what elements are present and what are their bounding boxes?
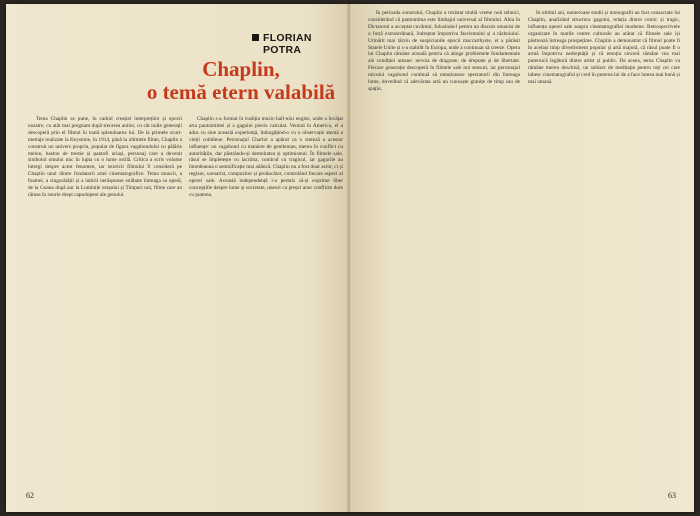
left-page xyxy=(6,4,350,512)
article-column-left-2 xyxy=(189,116,343,490)
author-last-name: POTRA xyxy=(263,44,302,56)
title-line-2: o temă etern valabilă xyxy=(146,80,336,104)
title-line-1: Chaplin, xyxy=(202,57,280,81)
column-text: În perioada sonorului, Chaplin a rezistat multă vreme noii tehnici, considerând că pantomima este limbajul universal al filmului. Abia în Dictatorul a acceptat cuvântul, folosindu-l pentru un discurs umanist de o forță extraordinară, îndreptat împotriva fascismului și a războiului. Urmărit mai târziu de suspiciunile epocii maccarthyste, el a părăsit Statele Unite și s-a stabilit în Europa, unde a continuat să creeze. Opera lui Chaplin rămâne actuală pentru că atinge problemele fundamentale ale condiției umane: nevoia de dragoste, de dreptate și de libertate. Fiecare generație descoperă în filmele sale noi sensuri, iar personajul micului vagabond continuă să emoționeze spectatorii din întreaga lume, dovedind că adevărata artă nu cunoaște granițe de timp sau de spațiu. xyxy=(368,10,520,92)
column-text: Tema Chaplin se pune, în cadrul creației interpreților și epocii noastre, cu atât mai pregnant după trecerea anilor, cu cât noile generații descoperă prin el filmul în toată splendoarea lui. De la primele scurt-metraje realizate la Keystone, în 1914, până la ultimele filme, Chaplin a construit un univers propriu, populat de figura vagabondului cu pălărie melon, baston de trestie și pantofi uriași, personaj care a devenit simbolul omului mic în lupta cu o lume ostilă. Critica a scris volume întregi despre acest fenomen, iar istoricii filmului îl consideră pe Chaplin unul dintre fondatorii artei cinematografice. Tema muncii, a foamei, a singurătății și a iubirii nerăspunse străbate întreaga sa operă, de la Goana după aur la Luminile orașului și Timpuri noi, filme care au rămas în istorie drept capodopere ale genului. xyxy=(28,116,182,198)
page-number-left: 62 xyxy=(26,491,34,500)
article-title xyxy=(136,58,346,104)
column-text: Chaplin s-a format în tradiția music-hall-ului englez, unde a învățat arta pantomimei și a gagului precis calculat. Venind în America, el a adus cu sine această experiență, îmbogățind-o cu o observație atentă a vieții cotidiene. Personajul Charlot a apărut ca o sinteză a acestor influențe: un vagabond cu maniere de gentleman, mereu în conflict cu autoritățile, dar păstrându-și demnitatea și optimismul. În filmele sale, râsul se împletește cu lacrima, comicul cu tragicul, iar gagurile au întotdeauna o semnificație mai adâncă. Chaplin nu a fost doar actor, ci și regizor, scenarist, compozitor și producător, controlând fiecare aspect al operei sale. Această independență i-a permis să-și exprime liber concepțiile despre lume și societate, uneori cu prețul unor conflicte dure cu puterea. xyxy=(189,116,343,198)
magazine-spread xyxy=(6,4,694,512)
column-text: În ultimii ani, numeroase studii și monografii au fost consacrate lui Chaplin, analizând structura gagului, relația dintre comic și tragic, influența operei sale asupra cinematografiei moderne. Retrospectivele organizate în marile centre culturale au arătat că filmele sale își păstrează întreaga prospețime. Chaplin a demonstrat că filmul poate fi în același timp divertisment popular și artă majoră, că râsul poate fi o armă împotriva nedreptății și că emoția sinceră rămâne cea mai puternică legătură dintre artist și public. De aceea, tema Chaplin va rămâne mereu deschisă, un subiect de meditație pentru toți cei care iubesc cinematograful și cred în puterea lui de a face lumea mai bună și mai umană. xyxy=(528,10,680,86)
article-column-right-1 xyxy=(368,10,520,490)
page-number-right: 63 xyxy=(668,491,676,500)
author-first-name: FLORIAN xyxy=(263,32,312,44)
right-page xyxy=(350,4,694,512)
article-column-left-1 xyxy=(28,116,182,490)
bullet-square-icon xyxy=(252,34,259,41)
author-byline xyxy=(252,32,342,56)
article-column-right-2 xyxy=(528,10,680,490)
